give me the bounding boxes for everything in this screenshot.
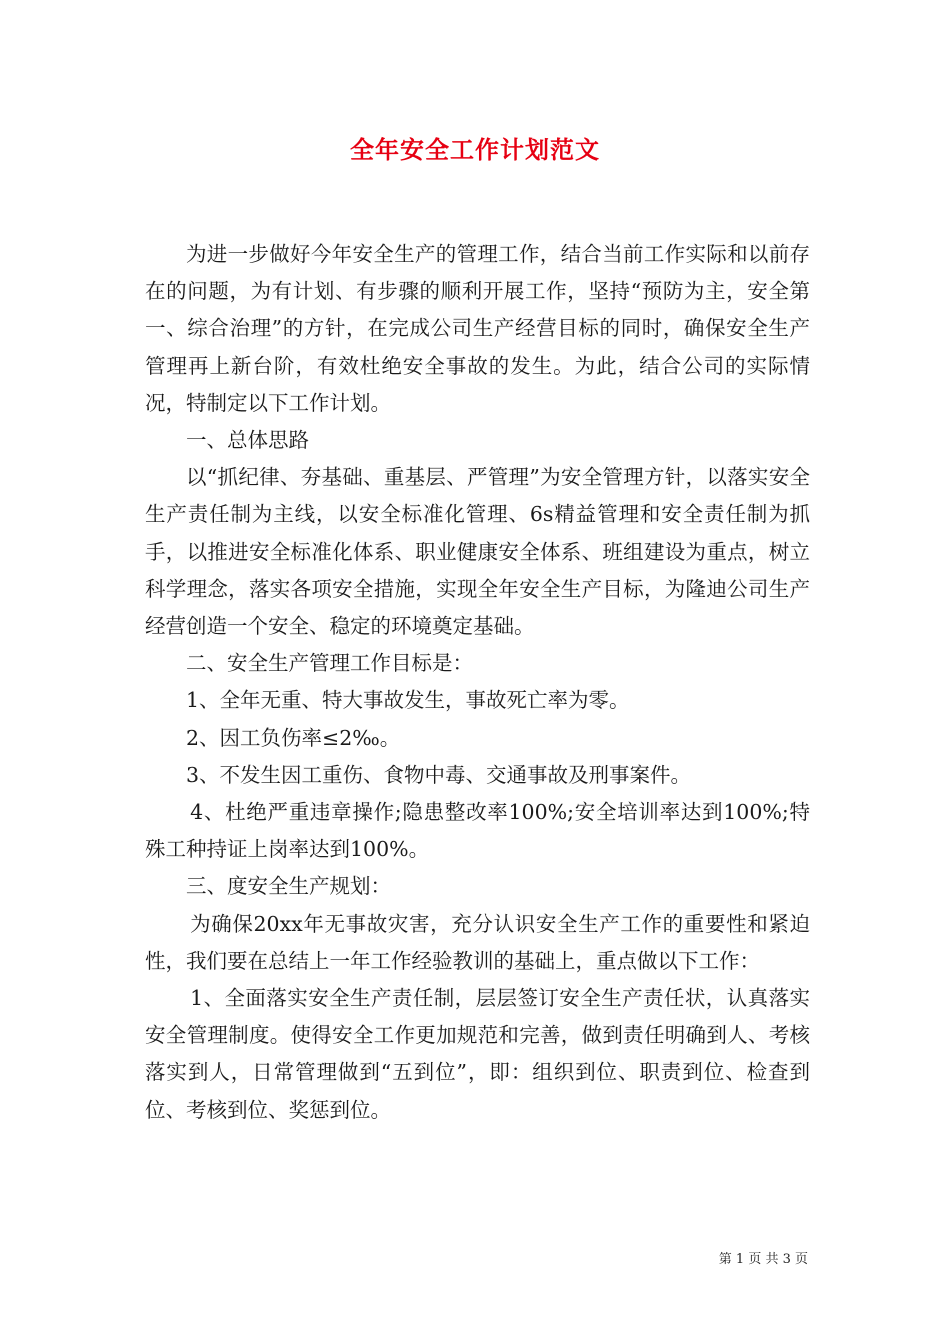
section-heading-1: 一、总体思路: [186, 428, 309, 453]
goal-item-3: 3、不发生因工重伤、食物中毒、交通事故及刑事案件。: [186, 762, 692, 787]
section-3-paragraph: 为确保20xx年无事故灾害，充分认识安全生产工作的重要性和紧迫性，我们要在总结上一年工作经验教训的基础上，重点做以下工作：: [145, 911, 810, 973]
section-heading-2: 二、安全生产管理工作目标是：: [186, 651, 473, 676]
goal-item-4: 4、杜绝严重违章操作;隐患整改率100%;安全培训率达到100%;特殊工种持证上岗率达到100%。: [145, 800, 810, 862]
page-number: 第 1 页 共 3 页: [718, 1252, 808, 1267]
section-1-paragraph: 以“抓纪律、夯基础、重基层、严管理”为安全管理方针，以落实安全生产责任制为主线，以安全标准化管理、6s精益管理和安全责任制为抓手，以推进安全标准化体系、职业健康安全体系、班组建设为重点，树立科学理念，落实各项安全措施，实现全年安全生产目标，为隆迪公司生产经营创造一个安全、稳定的环境奠定基础。: [145, 465, 810, 639]
goal-item-1: 1、全年无重、特大事故发生，事故死亡率为零。: [186, 688, 630, 713]
document-body: [145, 236, 810, 1129]
document-title: 全年安全工作计划范文: [350, 135, 600, 164]
intro-paragraph: 为进一步做好今年安全生产的管理工作，结合当前工作实际和以前存在的问题，为有计划、有步骤的顺利开展工作，坚持“预防为主，安全第一、综合治理”的方针，在完成公司生产经营目标的同时，确保安全生产管理再上新台阶，有效杜绝安全事故的发生。为此，结合公司的实际情况，特制定以下工作计划。: [145, 242, 810, 415]
plan-item-1: 1、全面落实安全生产责任制，层层签订安全生产责任状，认真落实安全管理制度。使得安全工作更加规范和完善，做到责任明确到人、考核落实到人，日常管理做到“五到位”，即：组织到位、职责到位、检查到位、考核到位、奖惩到位。: [145, 986, 810, 1122]
section-heading-3: 三、度安全生产规划：: [186, 874, 391, 899]
goal-item-2: 2、因工负伤率≤2‰。: [186, 725, 401, 750]
